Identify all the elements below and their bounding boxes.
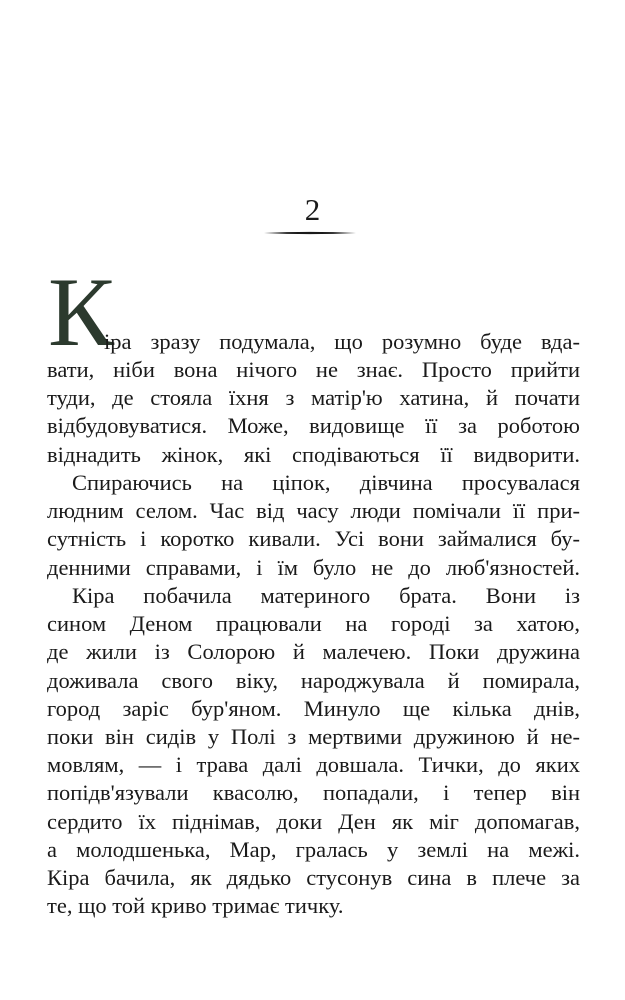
text-line: а молодшенька, Мар, гралась у землі на межі.	[47, 836, 580, 862]
text-line: віднадить жінок, які сподіваються її видворити.	[47, 441, 580, 467]
chapter-ornament-rule	[264, 229, 356, 237]
text-line: де жили із Солорою й малечею. Поки дружина	[47, 639, 580, 665]
chapter-number: 2	[304, 192, 321, 227]
paragraph-1	[47, 356, 580, 469]
text-line: город заріс бур'яном. Минуло ще кілька днів,	[47, 695, 580, 721]
text-line: попідв'язували квасолю, попадали, і тепер він	[47, 780, 580, 806]
paragraph-1-first-line	[104, 328, 580, 356]
text-line: Кіра побачила материного брата. Вони із	[72, 583, 580, 608]
text-line: туди, де стояла їхня з матір'ю хатина, й почати	[47, 385, 580, 411]
text-line: людним селом. Час від часу люди помічали її при-	[47, 498, 580, 524]
text-line: мовлям, — і трава далі довшала. Тички, до яких	[47, 752, 580, 778]
text-line: те, що той криво тримає тичку.	[47, 893, 344, 919]
text-line: доживала свого віку, народжувала й помирала,	[47, 667, 580, 693]
text-line: поки він сидів у Полі з мертвими дружиною й не-	[47, 723, 580, 749]
paragraph-2	[47, 469, 580, 582]
text-line: сутність і коротко кивали. Усі вони займалися бу-	[47, 526, 580, 552]
drop-cap: К	[48, 258, 115, 367]
text-line: сердито їх піднімав, доки Ден як міг допомагав,	[47, 808, 580, 834]
text-line: вати, ніби вона нічого не знає. Просто прийти	[47, 357, 580, 382]
text-line: Спираючись на ціпок, дівчина просувалася	[72, 470, 580, 495]
text-line: іра зразу подумала, що розумно буде вда-	[104, 329, 580, 354]
text-line: сином Деном працювали на городі за хатою,	[47, 611, 580, 637]
text-line: денними справами, і їм було не до люб'язностей.	[47, 554, 580, 580]
paragraph-3	[47, 582, 580, 920]
text-line: відбудовуватися. Може, видовище її за роботою	[47, 413, 580, 439]
text-line: Кіра бачила, як дядько стусонув сина в плече за	[47, 864, 580, 890]
